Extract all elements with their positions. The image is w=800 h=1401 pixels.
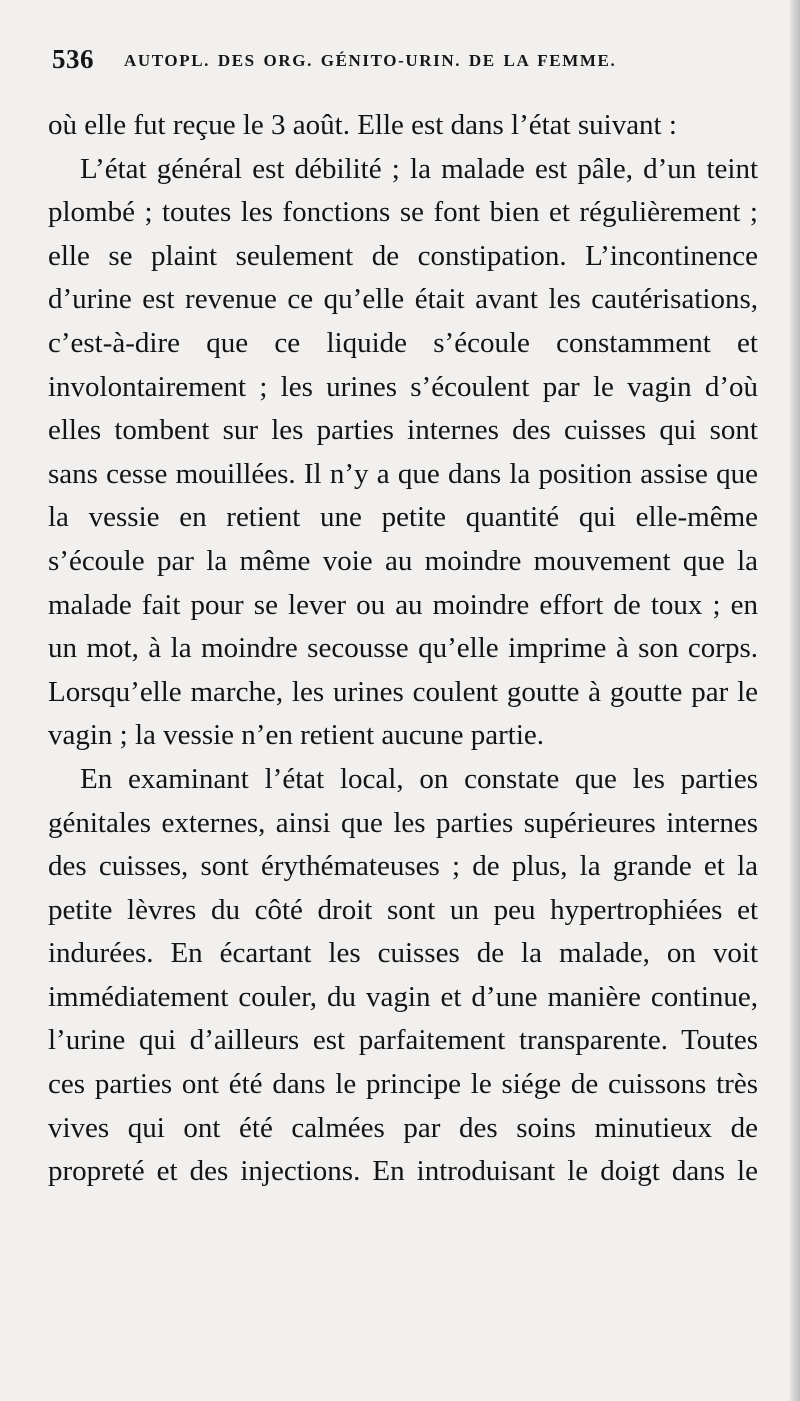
page-header	[52, 40, 752, 80]
page-number: 536	[52, 44, 94, 74]
paragraph-local-examination: En examinant l’état local, on constate que les parties génitales externes, ainsi que les parties supérieures internes des cuisses, sont érythémateuses ; de plus, la grande et la petite lèvres du côté droit sont un peu hypertrophiées et indurées. En écartant les cuisses de la malade, on voit immédiatement couler, du vagin et d’une manière continue, l’urine qui d’ailleurs est parfaitement transparente. Toutes ces parties ont été dans le principe le siége de cuissons très vives qui ont été calmées par des soins minutieux de propreté et des injections. En introduisant le doigt dans le	[48, 762, 758, 1188]
running-title: AUTOPL. DES ORG. GÉNITO-URIN. DE LA FEMME.	[124, 51, 617, 70]
paragraph-general-state: L’état général est débilité ; la malade est pâle, d’un teint plombé ; toutes les fonctions se font bien et régulièrement ; elle se plaint seulement de constipation. L’incontinence d’urine est revenue ce qu’elle était avant les cautérisations, c’est-à-dire que ce liquide s’écoule constamment et involontairement ; les urines s’écoulent par le vagin d’où elles tombent sur les parties internes des cuisses qui sont sans cesse mouillées. Il n’y a que dans la position assise que la vessie en retient une petite quantité qui elle-même s’écoule par la même voie au moindre mouvement que la malade fait pour se lever ou au moindre effort de toux ; en un mot, à la moindre secousse qu’elle imprime à son corps. Lorsqu’elle marche, les urines coulent goutte à goutte par le vagin ; la vessie n’en retient aucune partie.	[48, 152, 758, 752]
body-text	[48, 104, 758, 1194]
paragraph-continuation: où elle fut reçue le 3 août. Elle est dans l’état suivant :	[48, 109, 677, 141]
